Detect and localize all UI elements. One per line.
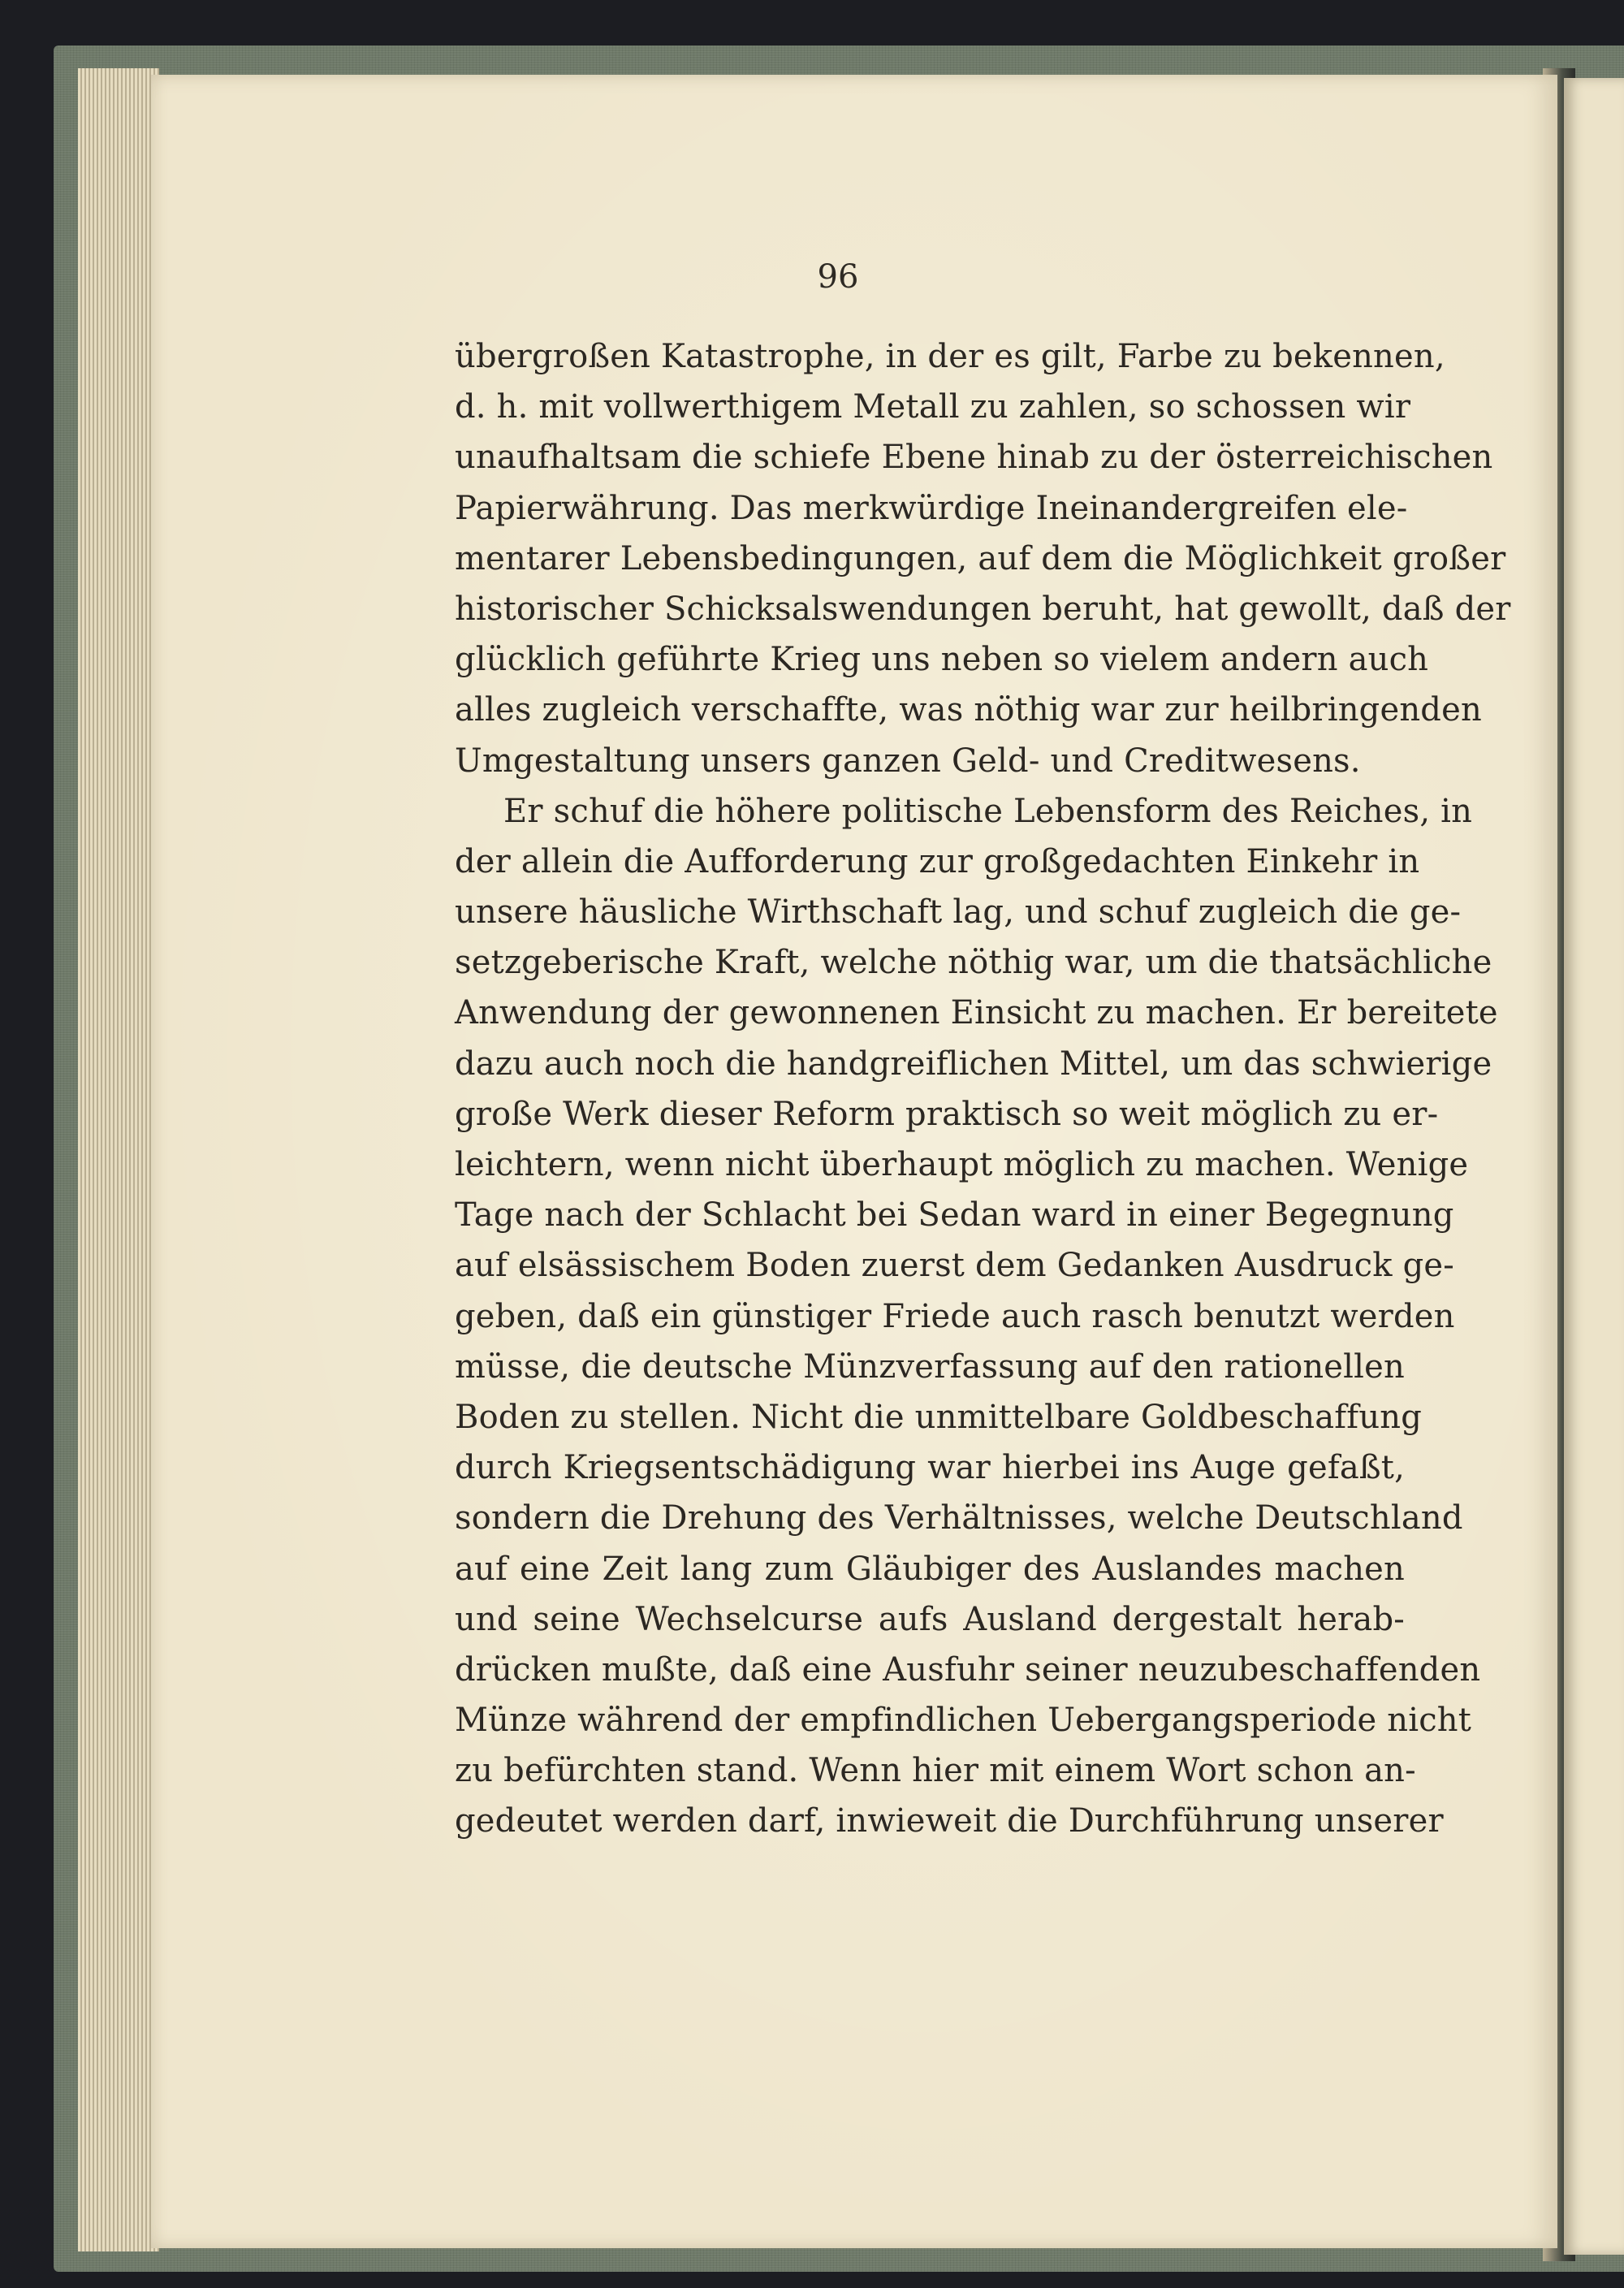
text-line: leichtern, wenn nicht überhaupt möglich zu machen. Wenige — [455, 1146, 1469, 1183]
text-line: Umgestaltung unsers ganzen Geld- und Creditwesens. — [455, 742, 1361, 780]
text-line: und seine Wechselcurse aufs Ausland dergestalt herab- — [455, 1600, 1405, 1638]
text-line: durch Kriegsentschädigung war hierbei ins Auge gefaßt, — [455, 1449, 1405, 1487]
text-line: zu befürchten stand. Wenn hier mit einem Wort schon an- — [455, 1752, 1416, 1790]
text-line: gedeutet werden darf, inwieweit die Durchführung unserer — [455, 1802, 1444, 1840]
text-line: d. h. mit vollwerthigem Metall zu zahlen, so schossen wir — [455, 388, 1411, 426]
text-line: setzgeberische Kraft, welche nöthig war, um die thatsächliche — [455, 944, 1492, 982]
text-line: Münze während der empfindlichen Uebergangsperiode nicht — [455, 1702, 1472, 1740]
page-number: 96 — [817, 258, 859, 296]
text-line: Tage nach der Schlacht bei Sedan ward in einer Begegnung — [455, 1196, 1454, 1235]
page-edges — [78, 68, 159, 2251]
text-line: Boden zu stellen. Nicht die unmittelbare Goldbeschaffung — [455, 1398, 1423, 1436]
text-line: müsse, die deutsche Münzverfassung auf den rationellen — [455, 1347, 1405, 1386]
text-line: übergroßen Katastrophe, in der es gilt, Farbe zu bekennen, — [455, 338, 1445, 375]
body-text — [455, 331, 1511, 1847]
text-line: mentarer Lebensbedingungen, auf dem die Möglichkeit großer — [455, 539, 1506, 577]
text-line: geben, daß ein günstiger Friede auch rasch benutzt werden — [455, 1297, 1455, 1335]
facing-page — [1564, 78, 1624, 2255]
text-line: historischer Schicksalswendungen beruht, hat gewollt, daß der — [455, 590, 1511, 628]
text-line: der allein die Aufforderung zur großgedachten Einkehr in — [455, 842, 1420, 880]
text-line: glücklich geführte Krieg uns neben so vielem andern auch — [455, 641, 1429, 679]
text-line: unsere häusliche Wirthschaft lag, und schuf zugleich die ge- — [455, 893, 1462, 932]
text-line: alles zugleich verschaffte, was nöthig war zur heilbringenden — [455, 691, 1482, 729]
text-line: auf elsässischem Boden zuerst dem Gedanken Ausdruck ge- — [455, 1247, 1454, 1285]
text-line: auf eine Zeit lang zum Gläubiger des Auslandes machen — [455, 1550, 1405, 1588]
text-line: große Werk dieser Reform praktisch so weit möglich zu er- — [455, 1095, 1439, 1133]
text-line: drücken mußte, daß eine Ausfuhr seiner neuzubeschaffenden — [455, 1650, 1481, 1689]
text-line: Er schuf die höhere politische Lebensform des Reiches, in — [503, 792, 1473, 830]
text-line: unaufhaltsam die schiefe Ebene hinab zu der österreichischen — [455, 439, 1493, 477]
text-line: Anwendung der gewonnenen Einsicht zu machen. Er bereitete — [455, 994, 1498, 1032]
text-line: sondern die Drehung des Verhältnisses, welche Deutschland — [455, 1499, 1463, 1538]
text-line: dazu auch noch die handgreiflichen Mittel, um das schwierige — [455, 1045, 1492, 1083]
text-line: Papierwährung. Das merkwürdige Ineinandergreifen ele- — [455, 489, 1408, 527]
